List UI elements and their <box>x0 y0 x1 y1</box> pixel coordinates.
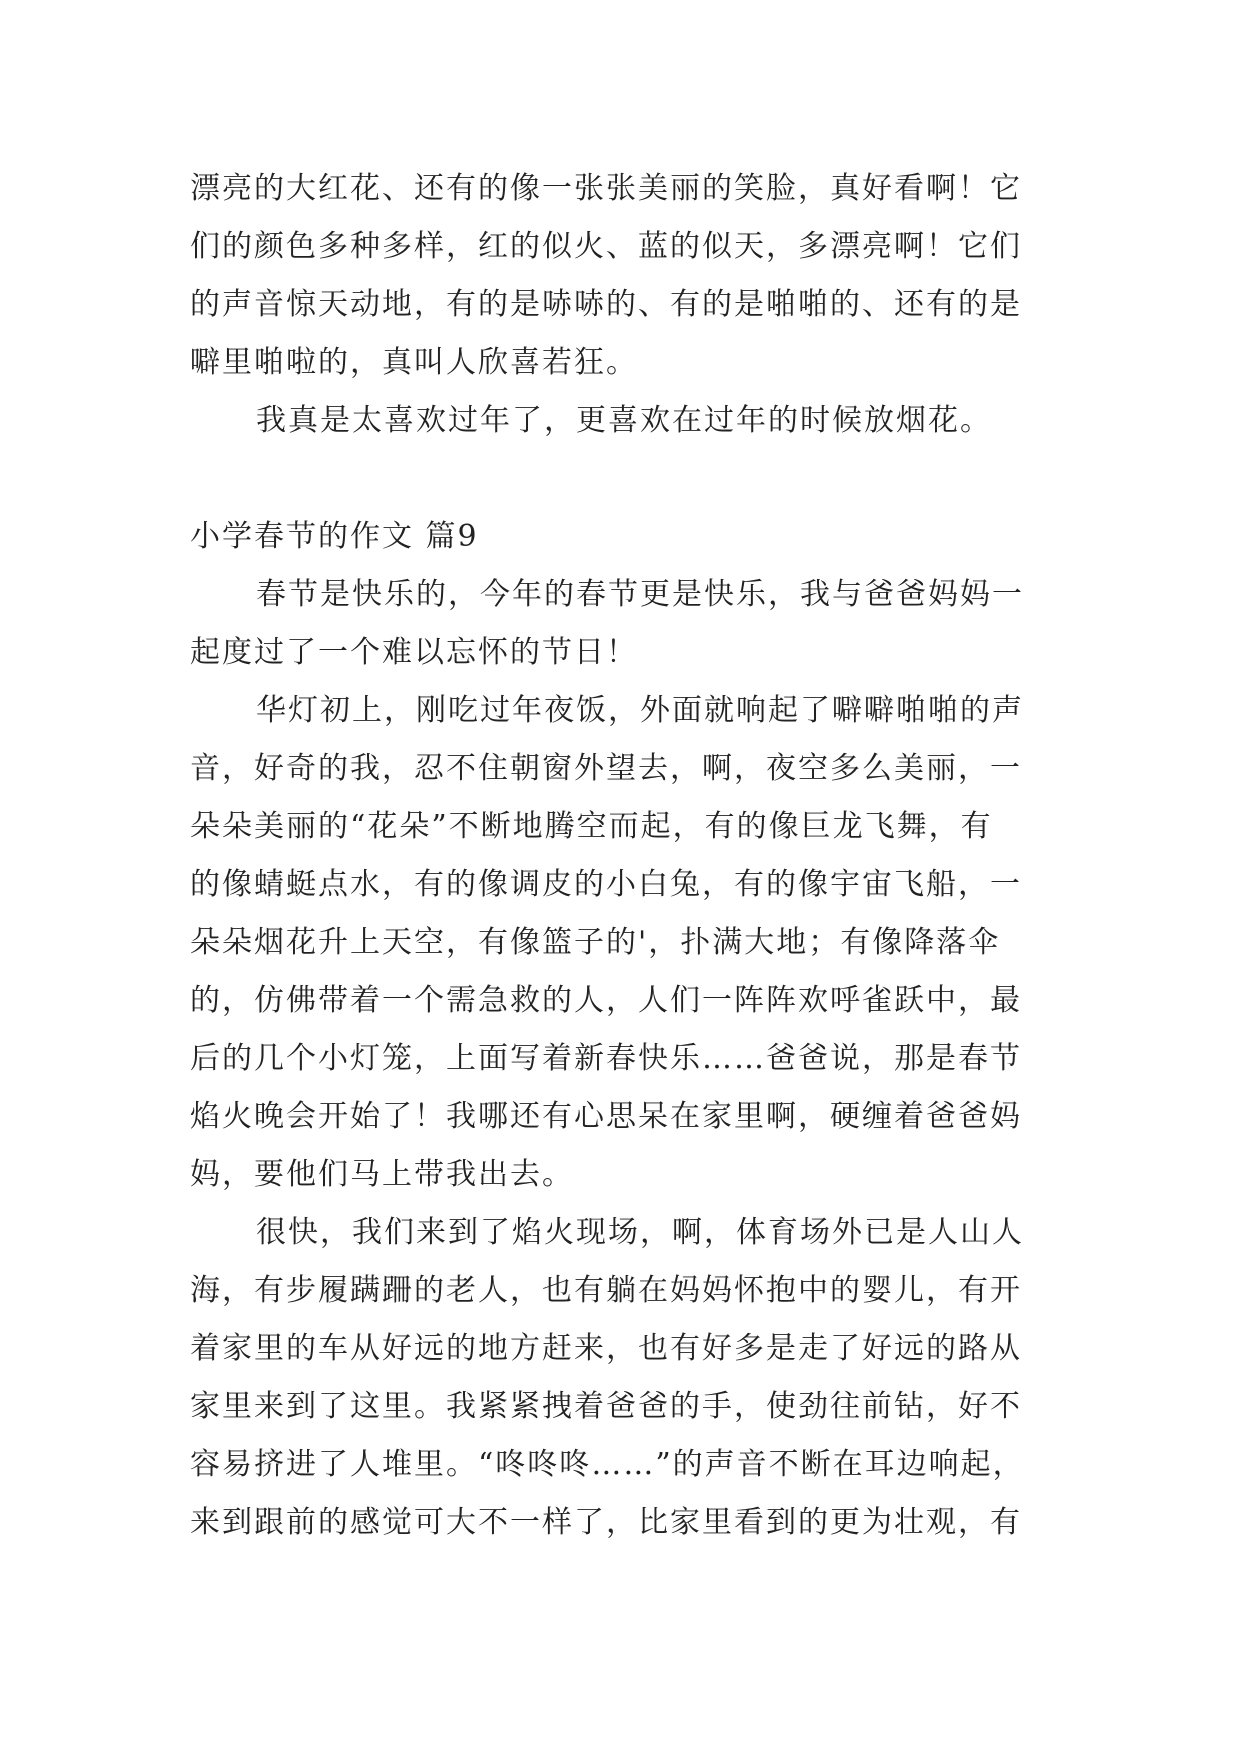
text-line: 容易挤进了人堆里。“咚咚咚……”的声音不断在耳边响起， <box>190 1447 1025 1482</box>
text-line: 很快，我们来到了焰火现场，啊，体育场外已是人山人 <box>256 1215 1024 1250</box>
text-line: 家里来到了这里。我紧紧拽着爸爸的手，使劲往前钻，好不 <box>190 1389 1022 1424</box>
section-spacer <box>190 450 1056 508</box>
closing-line: 我真是太喜欢过年了，更喜欢在过年的时候放烟花。 <box>256 403 992 438</box>
text-line: 海，有步履蹒跚的老人，也有躺在妈妈怀抱中的婴儿，有开 <box>190 1273 1022 1308</box>
text-line: 着家里的车从好远的地方赶来，也有好多是走了好远的路从 <box>190 1331 1022 1366</box>
text-line: 的声音惊天动地，有的是哧哧的、有的是啪啪的、还有的是 <box>190 287 1022 322</box>
intro-paragraph <box>190 160 1056 392</box>
paragraph-1 <box>190 566 1056 682</box>
text-line: 朵朵美丽的“花朵”不断地腾空而起，有的像巨龙飞舞，有 <box>190 809 993 844</box>
section-title: 小学春节的作文 篇9 <box>190 519 479 554</box>
paragraph-3 <box>190 1204 1056 1552</box>
text-line: 漂亮的大红花、还有的像一张张美丽的笑脸，真好看啊！它 <box>190 171 1022 206</box>
text-line: 音，好奇的我，忍不住朝窗外望去，啊，夜空多么美丽，一 <box>190 751 1022 786</box>
text-line: 华灯初上，刚吃过年夜饭，外面就响起了噼噼啪啪的声 <box>256 693 1024 728</box>
text-line: 起度过了一个难以忘怀的节日！ <box>190 635 638 670</box>
document-body <box>190 160 1056 1552</box>
text-line: 来到跟前的感觉可大不一样了，比家里看到的更为壮观，有 <box>190 1505 1022 1540</box>
text-line: 们的颜色多种多样，红的似火、蓝的似天，多漂亮啊！它们 <box>190 229 1022 264</box>
text-line: 春节是快乐的，今年的春节更是快乐，我与爸爸妈妈一 <box>256 577 1024 612</box>
text-line: 焰火晚会开始了！我哪还有心思呆在家里啊，硬缠着爸爸妈 <box>190 1099 1022 1134</box>
text-line: 噼里啪啦的，真叫人欣喜若狂。 <box>190 345 638 380</box>
text-line: 朵朵烟花升上天空，有像篮子的'，扑满大地；有像降落伞 <box>190 925 1001 960</box>
text-line: 后的几个小灯笼，上面写着新春快乐……爸爸说，那是春节 <box>190 1041 1022 1076</box>
text-line: 的，仿佛带着一个需急救的人，人们一阵阵欢呼雀跃中，最 <box>190 983 1022 1018</box>
text-line: 妈，要他们马上带我出去。 <box>190 1157 574 1192</box>
text-line: 的像蜻蜓点水，有的像调皮的小白兔，有的像宇宙飞船，一 <box>190 867 1022 902</box>
paragraph-2 <box>190 682 1056 1204</box>
